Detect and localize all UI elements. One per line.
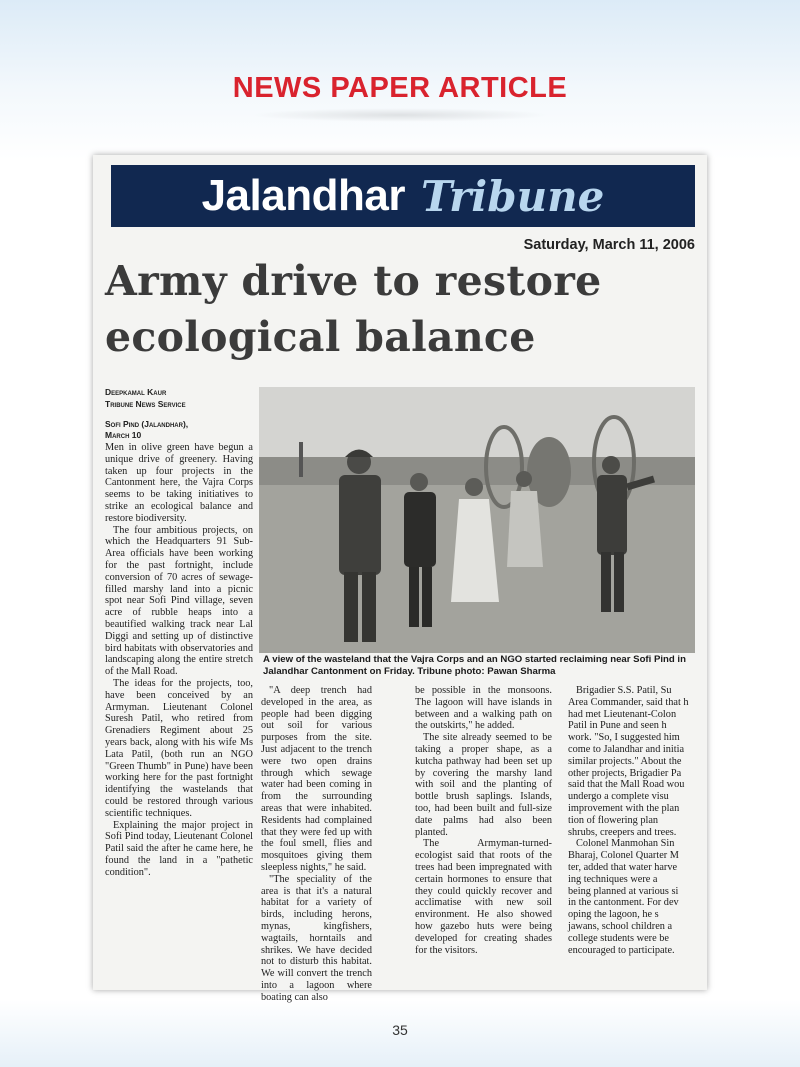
column-line: similar projects." About the	[568, 755, 682, 767]
page-title: NEWS PAPER ARTICLE	[232, 72, 568, 104]
paragraph: "The speciality of the area is that it's a natural habitat for a variety of birds, including herons, mynas, kingfishers, wagtails, horntails and shrikes. We have decided not to disturb this habitat. We will convert the trench into a lagoon where boating can also	[261, 873, 372, 1003]
paragraph: The Armyman-turned-ecologist said that roots of the trees had been impregnated with certain hormones to ensure that they could quickly recover and acclimatise with new soil environment. He also showed how gazebo huts were being developed for creating shades for the visitors.	[415, 838, 552, 956]
byline	[105, 386, 186, 410]
column-line: ter, added that water harve	[568, 861, 678, 873]
news-service: Tribune News Service	[105, 399, 186, 409]
paragraph: "A deep trench had developed in the area, as people had been digging out soil for various purposes from the site. Just adjacent to the trench were two open drains through which sewage water had been coming in from the surrounding areas that were inhabited. Residents had complained that they were fed up with the foul smell, flies and mosquitoes giving them sleepless nights," he said.	[261, 685, 372, 873]
paragraph: Explaining the major project in Sofi Pind today, Lieutenant Colonel Patil said the after he came here, he found the land in a "pathetic condition".	[105, 819, 253, 878]
column-line: Brigadier S.S. Patil, Su	[576, 685, 672, 696]
column-line: Patil in Pune and seen h	[568, 720, 667, 732]
dateline-date: March 10	[105, 430, 142, 440]
column-line: undergo a complete visu	[568, 791, 669, 803]
column-line: college students were be	[568, 932, 669, 944]
column-line: in the cantonment. For dev	[568, 897, 679, 909]
column-line: work. "So, I suggested him	[568, 732, 680, 744]
newspaper-date: Saturday, March 11, 2006	[523, 237, 695, 253]
article-column-2	[261, 685, 372, 1003]
dateline-location: Sofi Pind (Jalandhar),	[105, 419, 189, 429]
paragraph: Men in olive green have begun a unique drive of greenery. Having taken up four projects in the Cantonment here, the Vajra Corps seems to be taking initiatives to strike an ecological balance and restore biodiversity.	[105, 442, 253, 524]
column-line: other projects, Brigadier Pa	[568, 767, 682, 779]
column-line: shrubs, creepers and trees.	[568, 826, 677, 838]
column-line: oping the lagoon, he s	[568, 909, 659, 921]
column-line: Colonel Manmohan Sin	[576, 838, 675, 850]
column-line: ing techniques were a	[568, 873, 658, 885]
column-line: Bharaj, Colonel Quarter M	[568, 850, 679, 862]
column-line: being planned at various si	[568, 885, 679, 897]
newspaper-masthead	[111, 165, 695, 227]
column-line: said that the Mall Road wou	[568, 779, 685, 791]
masthead-paper-name: Tribune	[420, 171, 605, 221]
column-line: encouraged to participate.	[568, 944, 675, 956]
photo-caption: A view of the wasteland that the Vajra Corps and an NGO started reclaiming near Sofi Pind in Jalandhar Cantonment on Friday. Tribune photo: Pawan Sharma	[263, 654, 686, 677]
article-headline	[105, 253, 695, 365]
article-column-3	[415, 685, 552, 983]
headline-line-2: ecological balance	[105, 313, 536, 361]
masthead-city: Jalandhar	[201, 171, 405, 220]
paragraph: The four ambitious projects, on which the Headquarters 91 Sub-Area officials have been working for the past fortnight, include conversion of 70 acres of sewage-filled marshy land into a picnic spot near Sofi Pind village, seven acre of rubble heaps into a beautified walking track near Lal Diggi and setting up of distinctive bird habitats with observatories and landscaping along the entire stretch of the Mall Road.	[105, 524, 253, 678]
column-line: had met Lieutenant-Colon	[568, 708, 677, 720]
newspaper-clipping	[93, 155, 707, 1003]
paragraph: be possible in the monsoons. The lagoon will have islands in between and a walking path on the outskirts," he added.	[415, 685, 552, 732]
column-line: come to Jalandhar and initia	[568, 743, 685, 755]
page-number: 35	[392, 1022, 408, 1038]
column-line: improvement with the plan	[568, 802, 680, 814]
photo-illustration	[259, 387, 695, 653]
author-name: Deepkamal Kaur	[105, 387, 167, 397]
paragraph: The ideas for the projects, too, have been conceived by an Armyman. Lieutenant Colonel Suresh Patil, who retired from Grenadiers Regiment about 25 years back, along with his wife Ms Lata Patil, (both run an NGO "Green Thumb" in Pune) have been working here for the past fortnight identifying the wastelands that could be restored through various scientific techniques.	[105, 677, 253, 819]
article-photo	[259, 387, 695, 653]
title-shadow	[250, 108, 550, 122]
column-line: jawans, school children a	[568, 920, 673, 932]
column-line: Area Commander, said that h	[568, 696, 689, 708]
dateline-place	[105, 419, 253, 441]
headline-line-1: Army drive to restore	[105, 257, 602, 305]
article-column-4	[568, 685, 698, 983]
column-line: tion of flowering plan	[568, 814, 659, 826]
article-column-1	[105, 419, 253, 984]
paragraph: The site already seemed to be taking a proper shape, as a kutcha pathway had been set up by covering the marshy land with soil and the planting of bottle brush saplings. Islands, too, had been built and full-size date palms had also been planted.	[415, 732, 552, 838]
